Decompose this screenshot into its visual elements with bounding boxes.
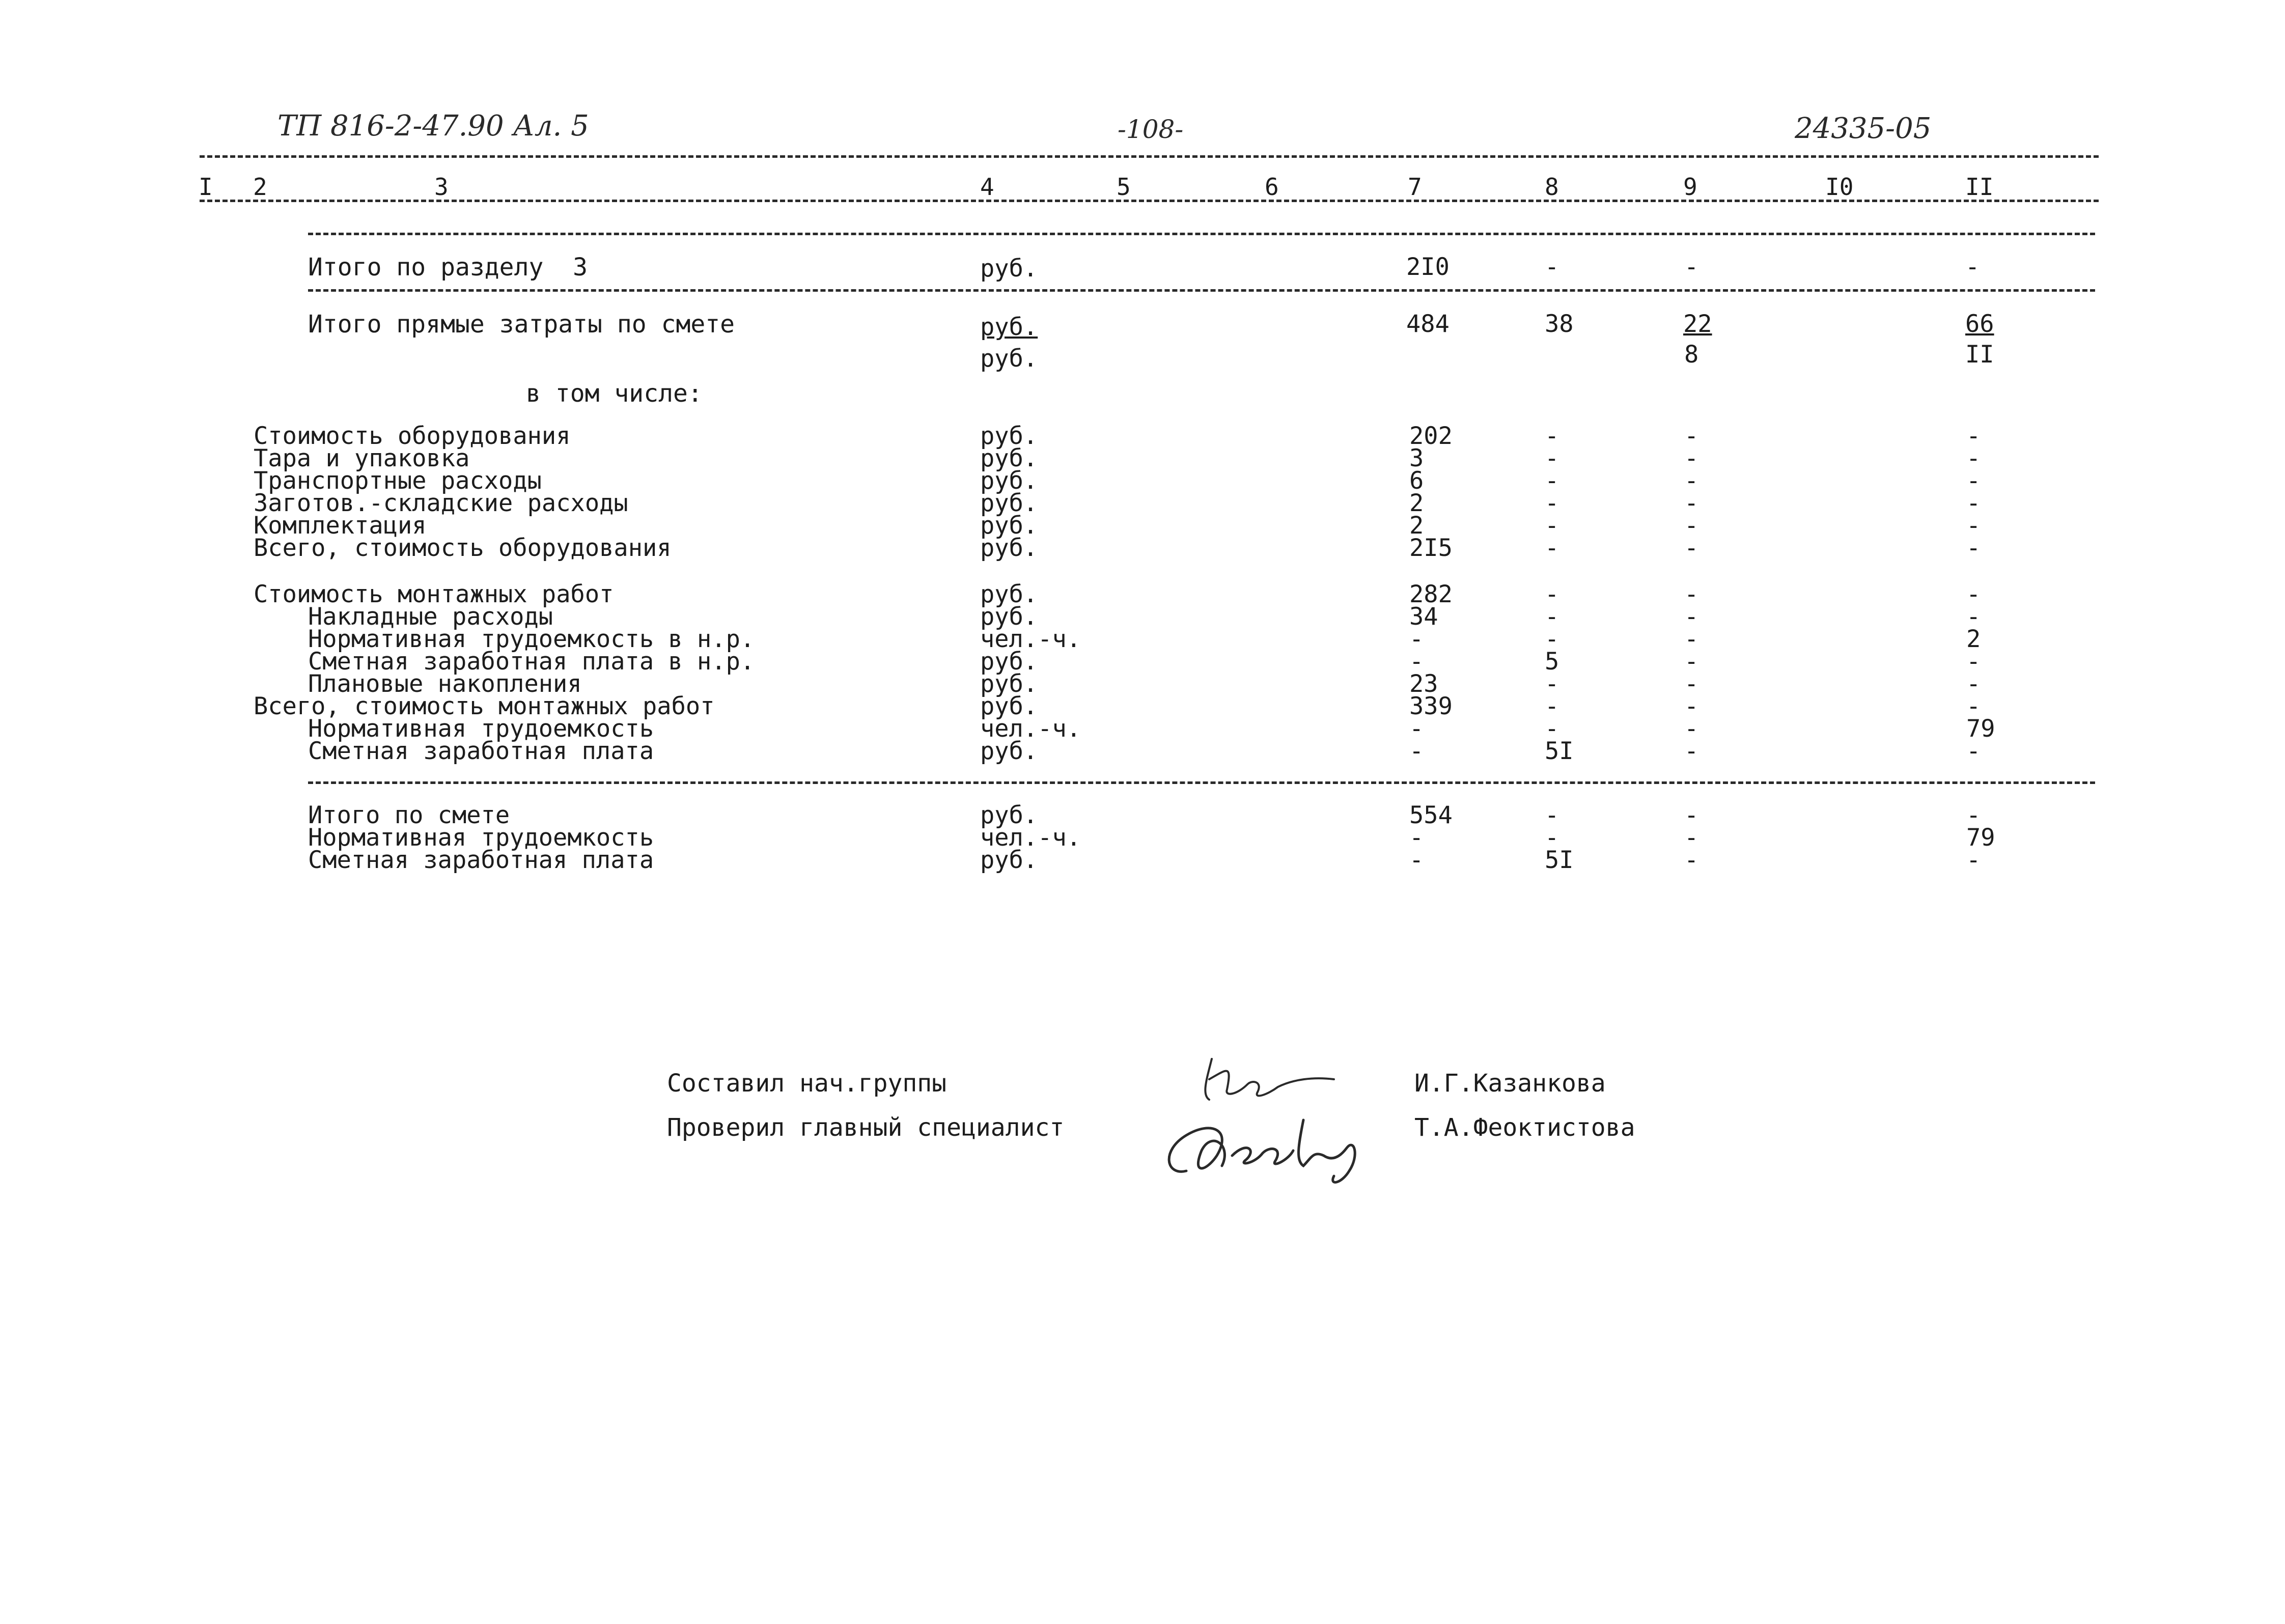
installation-label: Сметная заработная плата в н.р. (308, 648, 755, 676)
installation-c7: - (1409, 648, 1424, 676)
section-rule (308, 233, 2095, 235)
installation-c8: - (1545, 580, 1559, 608)
installation-label: Плановые накопления (308, 670, 582, 698)
including-label: в том числе: (526, 379, 703, 408)
section-total-c8: - (1545, 253, 1559, 281)
estimate-total-c11: - (1966, 846, 1981, 874)
equipment-c7: 202 (1409, 422, 1453, 450)
equipment-c8: - (1545, 512, 1559, 540)
column-number-7: 7 (1408, 173, 1422, 201)
column-numbers-rule (200, 200, 2099, 202)
installation-c7: 23 (1409, 670, 1438, 698)
equipment-c9: - (1684, 444, 1699, 472)
installation-c9: - (1684, 580, 1699, 608)
compiled-by-role: Составил нач.группы (667, 1069, 947, 1098)
installation-c9: - (1684, 692, 1699, 720)
installation-c9: - (1684, 715, 1699, 743)
installation-c11: - (1966, 670, 1981, 698)
direct-costs-unit-2: руб. (980, 345, 1038, 373)
column-number-4: 4 (980, 173, 994, 201)
installation-label: Нормативная трудоемкость в н.р. (308, 625, 755, 653)
installation-c9: - (1684, 648, 1699, 676)
installation-label: Накладные расходы (308, 603, 553, 631)
installation-unit: чел.-ч. (980, 715, 1081, 743)
equipment-c11: - (1966, 512, 1981, 540)
installation-unit: руб. (980, 737, 1038, 765)
equipment-c8: - (1545, 489, 1559, 517)
estimate-total-label: Сметная заработная плата (308, 846, 654, 874)
estimate-total-label: Итого по смете (308, 801, 510, 829)
equipment-unit: руб. (980, 534, 1038, 562)
direct-costs-c9-bottom: 8 (1684, 341, 1699, 369)
archive-number: 24335-05 (1795, 112, 1932, 145)
installation-c7: 339 (1409, 692, 1453, 720)
installation-c11: - (1966, 580, 1981, 608)
installation-c11: - (1966, 648, 1981, 676)
column-number-11: II (1965, 173, 1994, 201)
estimate-total-label: Нормативная трудоемкость (308, 824, 654, 852)
equipment-c9: - (1684, 467, 1699, 495)
direct-costs-label: Итого прямые затраты по смете (308, 310, 735, 339)
estimate-total-c7: - (1409, 846, 1424, 874)
equipment-c11: - (1966, 467, 1981, 495)
installation-c11: - (1966, 737, 1981, 765)
estimate-total-c8: - (1545, 824, 1559, 852)
equipment-unit: руб. (980, 467, 1038, 495)
installation-unit: руб. (980, 580, 1038, 608)
checker-signature (1156, 1110, 1390, 1196)
equipment-c7: 2 (1409, 512, 1424, 540)
installation-unit: руб. (980, 603, 1038, 631)
direct-costs-c8: 38 (1545, 310, 1574, 338)
estimate-total-rule (308, 781, 2095, 784)
checked-by-role: Проверил главный специалист (667, 1113, 1065, 1142)
estimate-total-c11: 79 (1966, 824, 1995, 852)
column-number-1: I (199, 173, 213, 201)
column-number-3: 3 (434, 173, 449, 201)
installation-c11: - (1966, 603, 1981, 631)
equipment-unit: руб. (980, 489, 1038, 517)
installation-c8: - (1545, 603, 1559, 631)
estimate-total-c7: 554 (1409, 801, 1453, 829)
installation-c11: 79 (1966, 715, 1995, 743)
installation-c8: - (1545, 715, 1559, 743)
column-number-8: 8 (1545, 173, 1559, 201)
estimate-total-c7: - (1409, 824, 1424, 852)
column-number-10: I0 (1825, 173, 1854, 201)
section-total-unit: руб. (980, 255, 1038, 283)
section-total-c7: 2I0 (1406, 253, 1450, 281)
direct-costs-c9-top: 22 (1683, 310, 1712, 338)
installation-c7: - (1409, 625, 1424, 653)
equipment-c8: - (1545, 422, 1559, 450)
estimate-total-unit: руб. (980, 846, 1038, 874)
section-total-c9: - (1684, 253, 1699, 281)
equipment-c9: - (1684, 512, 1699, 540)
estimate-total-c8: - (1545, 801, 1559, 829)
compiler-signature (1196, 1049, 1349, 1110)
direct-costs-unit-1: руб. (980, 313, 1038, 341)
equipment-label: Транспортные расходы (254, 467, 542, 495)
estimate-total-c11: - (1966, 801, 1981, 829)
installation-unit: руб. (980, 670, 1038, 698)
equipment-c8: - (1545, 444, 1559, 472)
section-total-rule (308, 289, 2095, 292)
equipment-c7: 2I5 (1409, 534, 1453, 562)
installation-c8: - (1545, 625, 1559, 653)
equipment-c7: 6 (1409, 467, 1424, 495)
equipment-c7: 2 (1409, 489, 1424, 517)
installation-unit: чел.-ч. (980, 625, 1081, 653)
estimate-total-c9: - (1684, 801, 1699, 829)
column-number-9: 9 (1683, 173, 1697, 201)
equipment-label: Стоимость оборудования (254, 422, 571, 450)
equipment-c9: - (1684, 422, 1699, 450)
installation-label: Нормативная трудоемкость (308, 715, 654, 743)
installation-label: Сметная заработная плата (308, 737, 654, 765)
installation-c8: 5I (1545, 737, 1574, 765)
equipment-c9: - (1684, 534, 1699, 562)
estimate-total-c8: 5I (1545, 846, 1574, 874)
estimate-total-c9: - (1684, 846, 1699, 874)
equipment-c9: - (1684, 489, 1699, 517)
estimate-total-unit: чел.-ч. (980, 824, 1081, 852)
column-number-2: 2 (253, 173, 267, 201)
direct-costs-c11-bottom: II (1965, 341, 1994, 369)
equipment-c8: - (1545, 467, 1559, 495)
installation-unit: руб. (980, 692, 1038, 720)
equipment-c11: - (1966, 422, 1981, 450)
installation-c8: - (1545, 692, 1559, 720)
equipment-unit: руб. (980, 444, 1038, 472)
installation-unit: руб. (980, 648, 1038, 676)
equipment-c11: - (1966, 489, 1981, 517)
document-code: ТП 816-2-47.90 Ал. 5 (277, 109, 589, 143)
direct-costs-c7: 484 (1406, 310, 1450, 338)
equipment-c11: - (1966, 444, 1981, 472)
installation-c9: - (1684, 625, 1699, 653)
estimate-total-c9: - (1684, 824, 1699, 852)
section-total-c11: - (1965, 253, 1980, 281)
installation-c9: - (1684, 670, 1699, 698)
installation-label: Всего, стоимость монтажных работ (254, 692, 715, 720)
direct-costs-c11-top: 66 (1965, 310, 1994, 338)
installation-c8: - (1545, 670, 1559, 698)
equipment-c7: 3 (1409, 444, 1424, 472)
equipment-c11: - (1966, 534, 1981, 562)
installation-c8: 5 (1545, 648, 1559, 676)
installation-c7: - (1409, 715, 1424, 743)
equipment-label: Заготов.-складские расходы (254, 489, 628, 517)
equipment-label: Комплектация (254, 512, 427, 540)
equipment-c8: - (1545, 534, 1559, 562)
equipment-label: Тара и упаковка (254, 444, 470, 472)
equipment-unit: руб. (980, 422, 1038, 450)
section-total-label: Итого по разделу 3 (308, 253, 588, 282)
installation-c11: - (1966, 692, 1981, 720)
checked-by-name: Т.А.Феоктистова (1414, 1113, 1635, 1142)
column-number-5: 5 (1117, 173, 1131, 201)
installation-c9: - (1684, 603, 1699, 631)
installation-c7: 34 (1409, 603, 1438, 631)
page-number: -108- (1118, 115, 1184, 144)
estimate-total-unit: руб. (980, 801, 1038, 829)
installation-c7: 282 (1409, 580, 1453, 608)
equipment-unit: руб. (980, 512, 1038, 540)
installation-c7: - (1409, 737, 1424, 765)
equipment-label: Всего, стоимость оборудования (254, 534, 672, 562)
header-rule (200, 155, 2099, 158)
installation-label: Стоимость монтажных работ (254, 580, 614, 608)
installation-c9: - (1684, 737, 1699, 765)
compiled-by-name: И.Г.Казанкова (1414, 1069, 1606, 1098)
column-number-6: 6 (1265, 173, 1279, 201)
installation-c11: 2 (1966, 625, 1981, 653)
